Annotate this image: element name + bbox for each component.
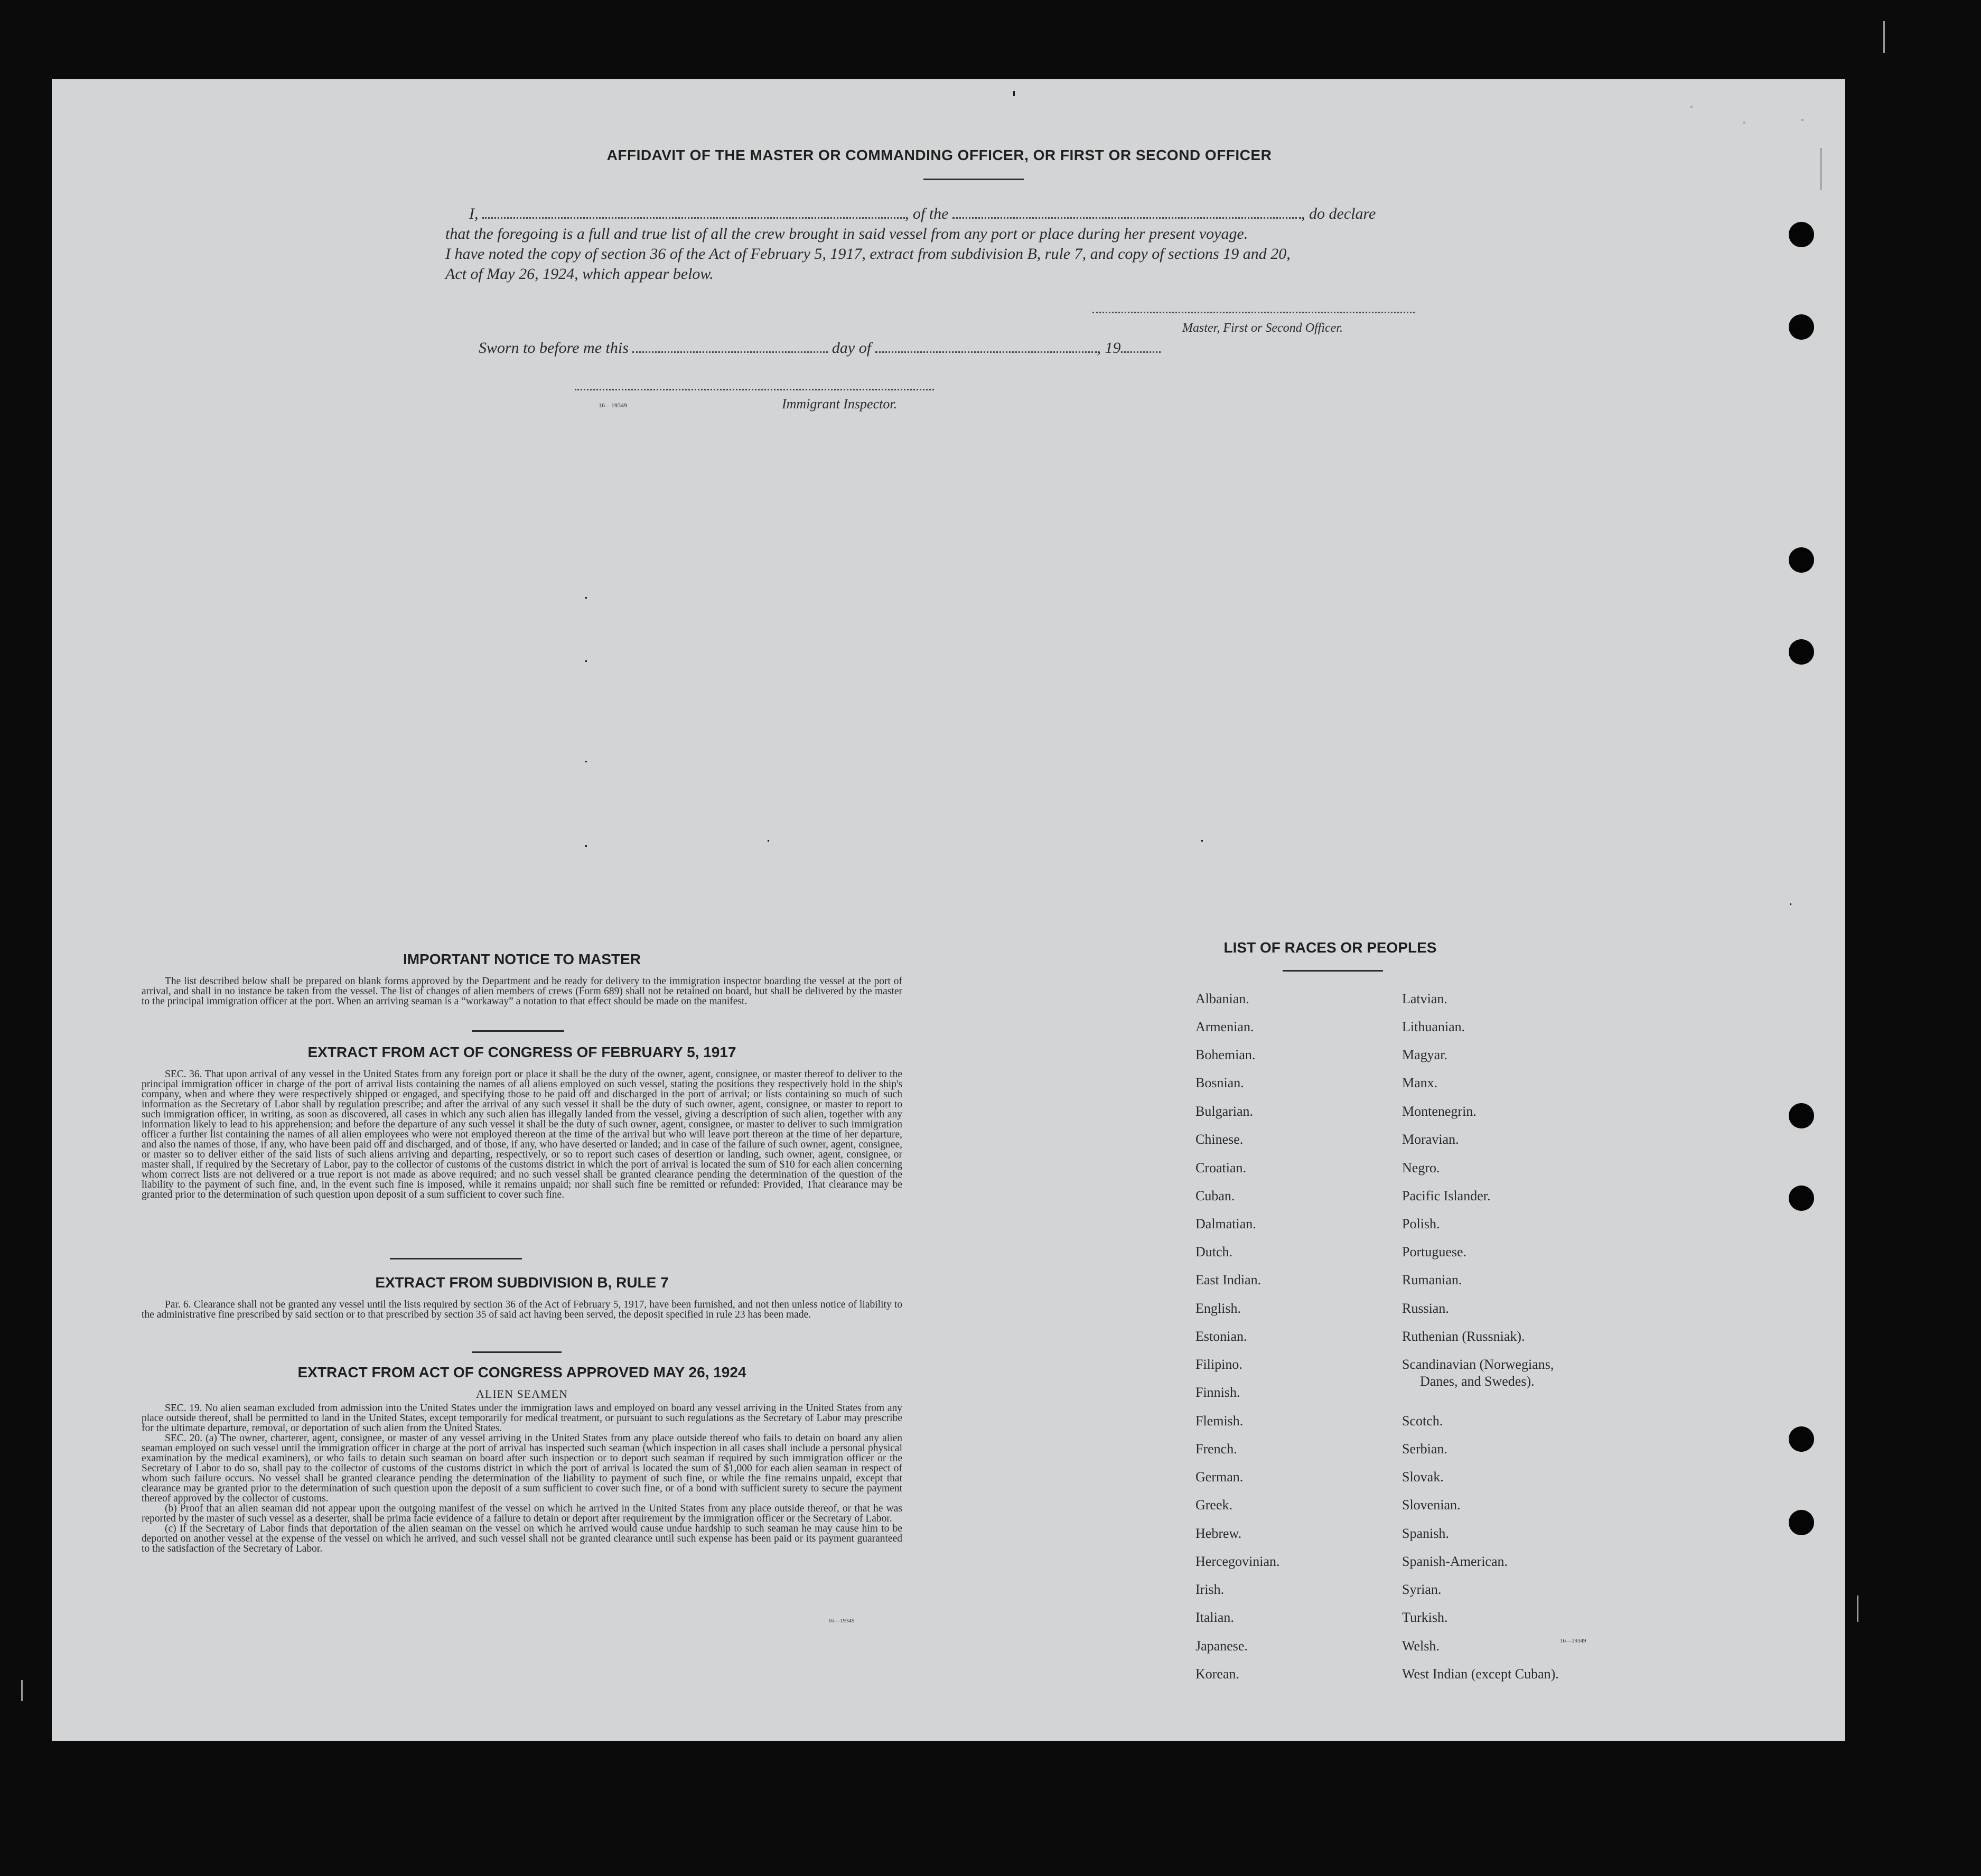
race-item: Russian. (1402, 1301, 1449, 1316)
race-item: French. (1195, 1441, 1237, 1457)
race-item: Flemish. (1195, 1413, 1244, 1429)
race-item: Dutch. (1195, 1244, 1233, 1259)
extract-1917-text: SEC. 36. That upon arrival of any vessel in the United States from any foreign port or place it shall be the duty of the owner, agent, consignee, or master thereof to deliver to the principal immigration officer in charge of the port of arrival lists containing the names of all aliens employed on such vessel, stating the positions they respectively hold in the ship's company, when and where they were respectively shipped or engaged, and specifying those to be paid off and discharged in the port of arrival; or lists containing so much of such information as the Secretary of Labor shall by regulation prescribe; and after the arrival of any such vessel it shall be the duty of such owner, agent, consignee, or master to report to such immigration officer, in writing, as soon as discovered, all cases in which any such alien has illegally landed from the vessel, giving a description of such alien, together with any information likely to lead to his apprehension; and before the departure of any such vessel it shall be the duty of such owner, agent, consignee, or master to deliver to such immigration officer a further list containing the names of all alien employees who were not employed thereon at the time of the arrival but who will leave port thereon at the time of her departure, and also the names of those, if any, who have been paid off and discharged, and of those, if any, who have deserted or landed; and in case of the failure of such owner, agent, consignee, or master so to deliver either of the said lists of such aliens arriving and departing, respectively, or so to report such cases of desertion or landing, such owner, agent, consignee, or master shall, if required by the Secretary of Labor, pay to the collector of customs of the customs district in which the port of arrival is located the sum of $10 for each alien concerning whom correct lists are not delivered or a true report is not made as above required; and no such vessel shall be granted clearance pending the determination of the question of the liability to the payment of such fine, and, in the event such fine is imposed, while it remains unpaid; nor shall such fine be remitted or refunded: Provided, That clearance may be granted prior to the determination of such question upon deposit of a sum sufficient to cover such fine. (142, 1069, 902, 1200)
sec20a-text: SEC. 20. (a) The owner, charterer, agent, consignee, or master of any vessel arriving in the United States from any place outside thereof who fails to detain on board any alien seaman employed on such vessel until the immigration officer in charge at the port of arrival has inspected such seaman (which inspection in all cases shall include a personal physical examination by the medical examiners), or who fails to detain such seaman on board after such inspection or to deport such seaman if required by such immigration officer or the Secretary of Labor to do so, shall pay to the collector of customs of the customs district in which the port of arrival is located the sum of $1,000 for each alien seaman in respect of whom such failure occurs. No vessel shall be granted clearance pending the determination of the liability to payment of such fine, or while the fine remains unpaid, except that clearance may be granted prior to the determination of such question upon the deposit of a sum sufficient to cover such fine, or of a bond with sufficient surety to secure the payment thereof approved by the collector of customs. (142, 1433, 902, 1504)
affidavit-line-2: that the foregoing is a full and true list of all the crew brought in said vessel from any port or place during her present voyage. (445, 225, 1248, 242)
binder-hole (1789, 222, 1814, 247)
race-item: Latvian. (1402, 991, 1447, 1006)
race-item: Negro. (1402, 1160, 1440, 1175)
race-item: Magyar. (1402, 1047, 1447, 1062)
binder-hole (1789, 314, 1814, 340)
race-item: Chinese. (1195, 1132, 1244, 1147)
race-item: Estonian. (1195, 1329, 1247, 1344)
race-item: Hercegovinian. (1195, 1554, 1280, 1569)
sworn-year-blank[interactable] (1121, 351, 1161, 353)
race-item: Lithuanian. (1402, 1019, 1465, 1034)
sec19-text: SEC. 19. No alien seaman excluded from admission into the United States under the immigration laws and employed on board any vessel arriving in the United States from any place outside thereof, shall be permitted to land in the United States, except temporarily for medical treatment, or pursuant to such regulations as the Secretary of Labor may prescribe for the ultimate departure, removal, or deportation of such alien from the United States. (142, 1403, 902, 1434)
race-item: Scandinavian (Norwegians, (1402, 1357, 1554, 1372)
binder-hole (1789, 1510, 1814, 1535)
race-item: Bulgarian. (1195, 1104, 1254, 1119)
race-item: German. (1195, 1469, 1244, 1485)
race-item: Italian. (1195, 1610, 1234, 1625)
race-item: Moravian. (1402, 1132, 1459, 1147)
notice-rule (472, 1030, 564, 1032)
race-item: Scotch. (1402, 1413, 1443, 1429)
race-item: Irish. (1195, 1582, 1225, 1597)
races-title-rule (1283, 970, 1383, 972)
race-item: Korean. (1195, 1666, 1240, 1682)
race-item: Welsh. (1402, 1638, 1440, 1654)
master-signature-blank[interactable] (1092, 312, 1415, 313)
race-item: Slovenian. (1402, 1497, 1461, 1513)
race-item: East Indian. (1195, 1272, 1262, 1287)
races-title: LIST OF RACES OR PEOPLES (1223, 939, 1437, 956)
race-item: Hebrew. (1195, 1526, 1242, 1541)
inspector-signature-blank[interactable] (575, 389, 934, 390)
race-item: Ruthenian (Russniak). (1402, 1329, 1525, 1344)
race-item: Spanish. (1402, 1526, 1449, 1541)
race-item: Filipino. (1195, 1357, 1242, 1372)
race-item: Finnish. (1195, 1385, 1240, 1400)
binder-hole (1789, 1186, 1814, 1211)
master-signature-label: Master, First or Second Officer. (1182, 321, 1343, 335)
binder-hole (1789, 1426, 1814, 1452)
race-item: Cuban. (1195, 1188, 1235, 1203)
extract-form-code: 16—19349 (828, 1618, 855, 1624)
alien-seamen-subtitle: ALIEN SEAMEN (476, 1387, 568, 1401)
inspector-label: Immigrant Inspector. (782, 396, 898, 412)
race-item: Bosnian. (1195, 1075, 1244, 1090)
race-item: Turkish. (1402, 1610, 1448, 1625)
binder-hole (1789, 547, 1814, 573)
race-item: West Indian (except Cuban). (1402, 1666, 1559, 1682)
race-item: Japanese. (1195, 1638, 1248, 1654)
affidavit-line-1: I, , of the , do declare (469, 205, 1376, 222)
vessel-blank[interactable] (952, 217, 1301, 219)
affidavit-title: AFFIDAVIT OF THE MASTER OR COMMANDING OFFICER, OR FIRST OR SECOND OFFICER (606, 147, 1272, 163)
rule7-text: Par. 6. Clearance shall not be granted any vessel until the lists required by section 36 of the Act of February 5, 1917, have been furnished, and not then unless notice of liability to the administrative fine prescribed by said section or to that prescribed by section 35 of said act having been served, the deposit specified in rule 23 has been made. (142, 1299, 902, 1320)
extract-1917-rule (390, 1258, 522, 1259)
sec20c-text: (c) If the Secretary of Labor finds that deportation of the alien seaman on the vessel on which he arrived would cause undue hardship to such seaman he may cause him to be deported on another vessel at the expense of the vessel on which he arrived, and such vessel shall not be granted clearance until such expense has been paid or its payment guaranteed to the satisfaction of the Secretary of Labor. (142, 1523, 902, 1554)
rule7-rule (472, 1351, 562, 1353)
race-item: Dalmatian. (1195, 1216, 1256, 1231)
race-item: Syrian. (1402, 1582, 1442, 1597)
extract-1924-text (142, 1403, 902, 1554)
affidavit-title-rule (923, 179, 1024, 180)
form-sheet (52, 79, 1845, 1741)
sec20b-text: (b) Proof that an alien seaman did not appear upon the outgoing manifest of the vessel on which he arrived in the United States from any place outside thereof, or that he was reported by the master of such vessel as a deserter, shall be prima facie evidence of a failure to detain or deport after requirement by the immigration officer or the Secretary of Labor. (142, 1503, 902, 1524)
name-blank[interactable] (482, 217, 905, 219)
race-item: English. (1195, 1301, 1241, 1316)
race-item: Rumanian. (1402, 1272, 1462, 1287)
race-item: Polish. (1402, 1216, 1440, 1231)
race-item: Croatian. (1195, 1160, 1247, 1175)
binder-hole (1789, 639, 1814, 665)
race-item: Slovak. (1402, 1469, 1444, 1485)
races-form-code: 16—19349 (1560, 1638, 1586, 1644)
race-item: Portuguese. (1402, 1244, 1467, 1259)
race-item: Montenegrin. (1402, 1104, 1477, 1119)
race-item: Pacific Islander. (1402, 1188, 1491, 1203)
race-item: Bohemian. (1195, 1047, 1256, 1062)
sworn-day-blank[interactable] (632, 351, 828, 353)
race-item: Albanian. (1195, 991, 1249, 1006)
race-item: Armenian. (1195, 1019, 1254, 1034)
race-item: Serbian. (1402, 1441, 1447, 1457)
affidavit-form-code: 16—19349 (599, 402, 627, 409)
race-item: Manx. (1402, 1075, 1438, 1090)
sworn-line: Sworn to before me this day of , 19 (479, 338, 1271, 358)
notice-text: The list described below shall be prepared on blank forms approved by the Department and be ready for delivery to the immigration inspector boarding the vessel at the port of arrival, and shall in no instance be taken from the vessel. The list of changes of alien members of crews (Form 689) shall not be retained on board, but shall be delivered by the master to the principal immigration officer at the port. When an arriving seaman is a “workaway” a notation to that effect should be made on the manifest. (142, 976, 902, 1007)
race-item: Danes, and Swedes). (1420, 1374, 1535, 1389)
race-item: Greek. (1195, 1497, 1233, 1513)
sworn-month-blank[interactable] (875, 351, 1097, 353)
extract-1917-title: EXTRACT FROM ACT OF CONGRESS OF FEBRUARY 5, 1917 (307, 1044, 736, 1060)
notice-title: IMPORTANT NOTICE TO MASTER (403, 951, 641, 967)
rule7-title: EXTRACT FROM SUBDIVISION B, RULE 7 (375, 1274, 669, 1291)
race-item: Spanish-American. (1402, 1554, 1508, 1569)
binder-hole (1789, 1103, 1814, 1128)
affidavit-line-3: I have noted the copy of section 36 of the Act of February 5, 1917, extract from subdivision B, rule 7, and copy of sections 19 and 20, (445, 245, 1291, 263)
extract-1924-title: EXTRACT FROM ACT OF CONGRESS APPROVED MAY 26, 1924 (297, 1364, 746, 1380)
affidavit-line-4: Act of May 26, 1924, which appear below. (445, 265, 714, 283)
